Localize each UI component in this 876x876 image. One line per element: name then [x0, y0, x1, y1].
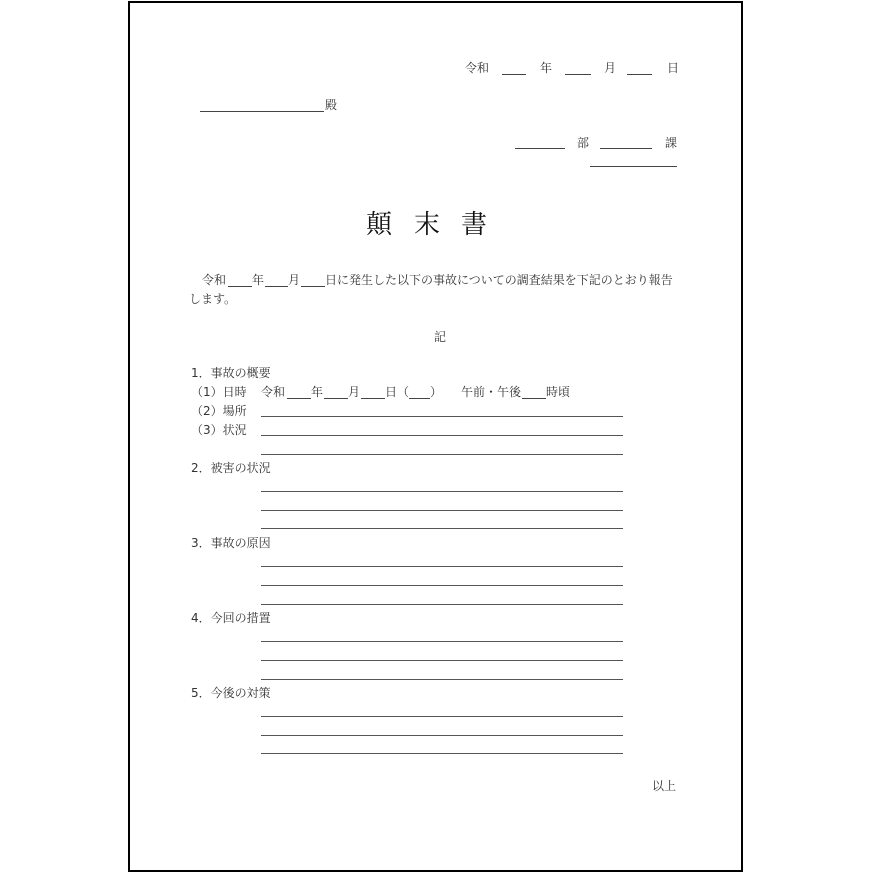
date-month-blank[interactable] — [565, 74, 591, 75]
item-1-1-year: 年 — [311, 385, 324, 399]
section-5-heading: 5．今後の対策 — [191, 686, 271, 700]
damage-line-1[interactable] — [261, 491, 623, 492]
item-1-1-day: 日（ — [385, 385, 410, 399]
intro-day-blank[interactable] — [301, 286, 325, 287]
countermeasures-line-2[interactable] — [261, 735, 623, 736]
title-char-1: 顛 — [366, 210, 393, 240]
section-3-heading: 3．事故の原因 — [191, 536, 271, 550]
damage-line-3[interactable] — [261, 528, 623, 529]
section-2-heading: 2．被害の状況 — [191, 461, 271, 475]
intro-line2: します。 — [189, 292, 237, 306]
cause-line-1[interactable] — [261, 566, 623, 567]
date-year-blank[interactable] — [502, 74, 526, 75]
damage-line-2[interactable] — [261, 510, 623, 511]
item-1-1-era: 令和 — [261, 385, 286, 399]
item-1-1-month-blank[interactable] — [324, 398, 348, 399]
item-1-3-label: （3）状況 — [191, 423, 247, 437]
countermeasures-line-1[interactable] — [261, 716, 623, 717]
situation-line-2[interactable] — [261, 454, 623, 455]
intro-year-label: 年 — [252, 273, 265, 287]
item-1-1-month: 月 — [348, 385, 361, 399]
countermeasures-line-3[interactable] — [261, 753, 623, 754]
intro-month-blank[interactable] — [265, 286, 288, 287]
cause-line-3[interactable] — [261, 604, 623, 605]
item-1-1-label: （1）日時 — [191, 385, 247, 399]
item-1-1-weekday-blank[interactable] — [409, 398, 430, 399]
addressee-blank[interactable] — [200, 111, 324, 112]
document-title — [366, 204, 487, 241]
item-1-1-hour: 時頃 — [546, 385, 571, 399]
situation-line-1[interactable] — [261, 435, 623, 436]
title-char-3: 書 — [461, 210, 488, 240]
intro-month-label: 月 — [288, 273, 301, 287]
measures-line-1[interactable] — [261, 641, 623, 642]
intro-year-blank[interactable] — [228, 286, 252, 287]
department-ka-label: 課 — [665, 136, 678, 150]
item-1-2-label: （2）場所 — [191, 404, 247, 418]
cause-line-2[interactable] — [261, 585, 623, 586]
date-day-blank[interactable] — [627, 74, 652, 75]
measures-line-3[interactable] — [261, 679, 623, 680]
intro-era: 令和 — [202, 273, 227, 287]
section-4-heading: 4．今回の措置 — [191, 611, 271, 625]
intro-line1-rest: 日に発生した以下の事故についての調査結果を下記のとおり報告 — [325, 273, 673, 287]
addressee-suffix: 殿 — [325, 98, 338, 112]
name-blank[interactable] — [590, 166, 677, 167]
item-1-1-hour-blank[interactable] — [522, 398, 546, 399]
item-1-1-year-blank[interactable] — [287, 398, 311, 399]
section-1-heading: 1．事故の概要 — [191, 366, 271, 380]
location-line[interactable] — [261, 416, 623, 417]
item-1-1-day-blank[interactable] — [361, 398, 385, 399]
item-1-1-ampm: 午前・午後 — [461, 385, 522, 399]
date-year-label: 年 — [540, 61, 553, 75]
department-blank[interactable] — [515, 148, 565, 149]
section-blank[interactable] — [600, 148, 652, 149]
date-month-label: 月 — [604, 61, 617, 75]
item-1-1-close-paren: ） — [430, 385, 443, 399]
department-bu-label: 部 — [577, 136, 590, 150]
date-day-label: 日 — [667, 61, 680, 75]
measures-line-2[interactable] — [261, 660, 623, 661]
document-page — [128, 1, 743, 872]
date-era: 令和 — [465, 61, 490, 75]
title-char-2: 末 — [414, 210, 441, 240]
closing-text: 以上 — [652, 779, 677, 793]
ki-label: 記 — [434, 330, 447, 344]
